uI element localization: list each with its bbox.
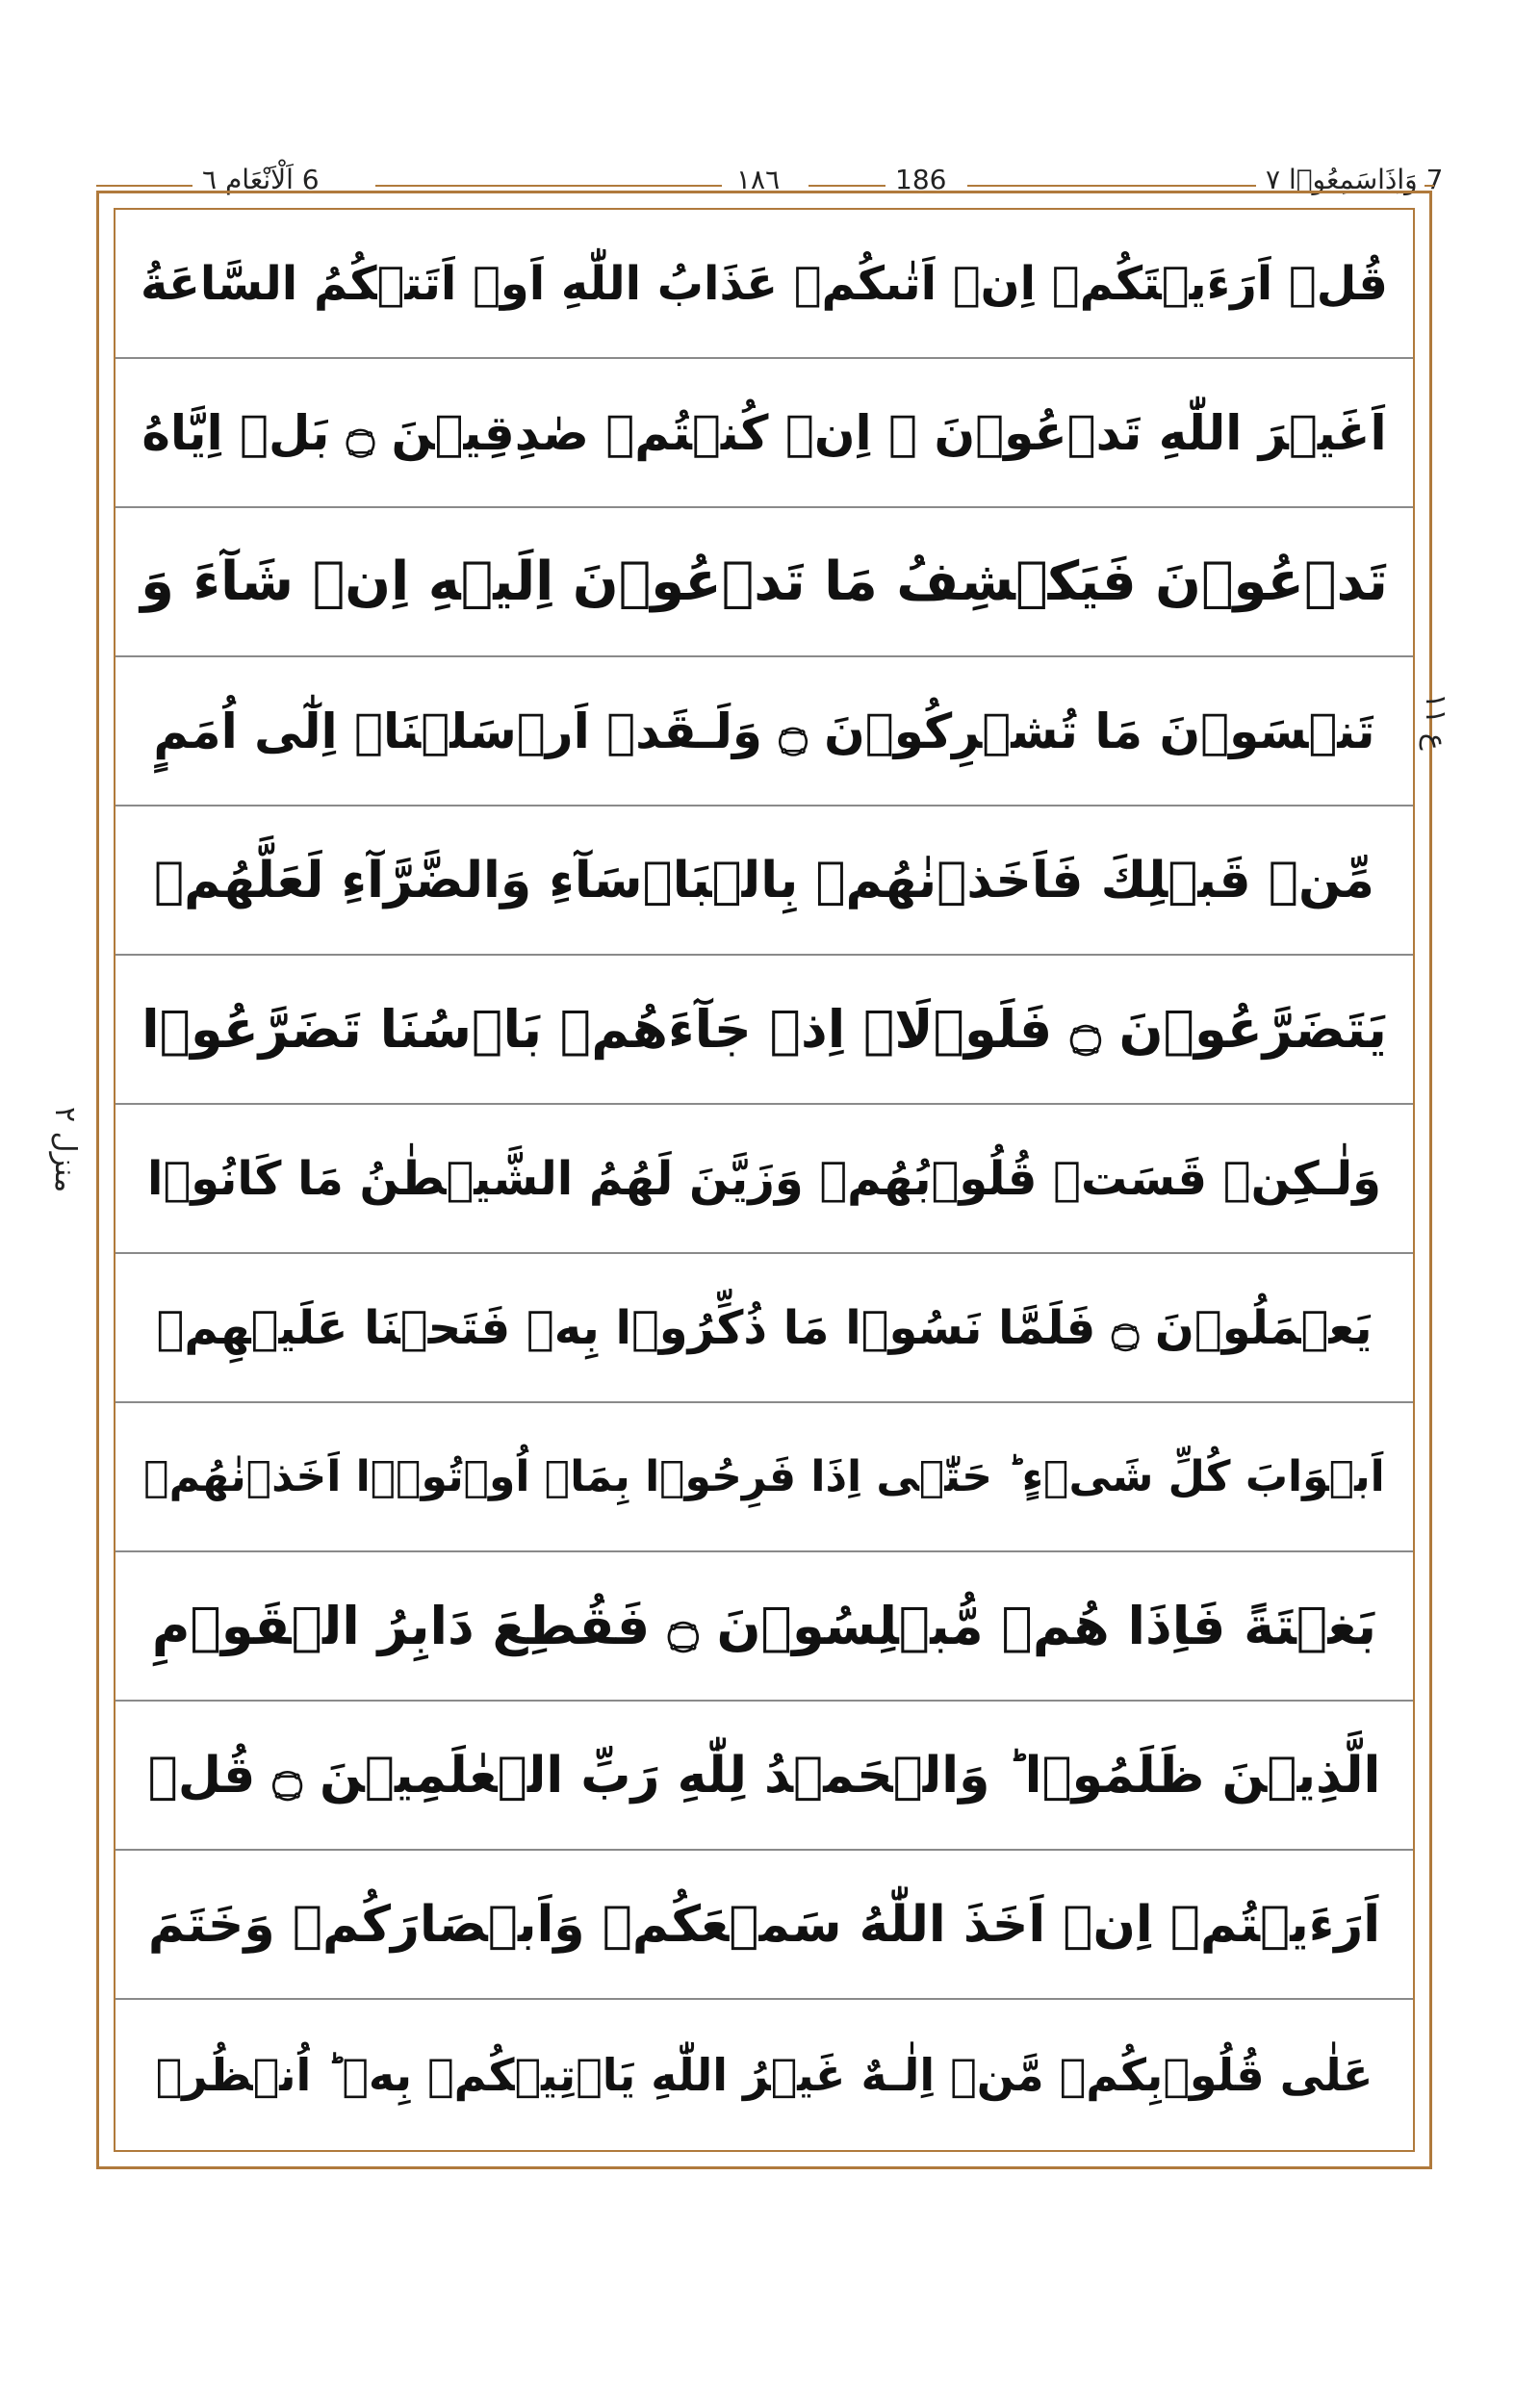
text-line xyxy=(116,359,1413,508)
page-number: 186 xyxy=(895,164,947,195)
text-line xyxy=(116,1702,1413,1851)
verse-line: اَبۡوَابَ كُلِّ شَىۡءٍ ؕ حَتّٰۤى اِذَا فَرِحُوۡا بِمَاۤ اُوۡتُوۡۤا اَخَذۡنٰهُمۡ xyxy=(143,1452,1385,1501)
text-line xyxy=(116,1851,1413,2000)
header-rule xyxy=(967,185,1256,187)
verse-line: اَغَيۡرَ اللّٰهِ تَدۡعُوۡنَ‌ ۚ اِنۡ كُنۡتُمۡ صٰدِقِيۡنَ ۝ بَلۡ اِيَّاهُ xyxy=(141,404,1387,461)
verse-line: اَرَءَيۡتُمۡ اِنۡ اَخَذَ اللّٰهُ سَمۡعَكُمۡ وَاَبۡصَارَكُمۡ وَخَتَمَ xyxy=(147,1895,1381,1954)
verse-line: وَلٰـكِنۡ قَسَتۡ قُلُوۡبُهُمۡ وَزَيَّنَ لَهُمُ الشَّيۡطٰنُ مَا كَانُوۡا xyxy=(147,1151,1381,1206)
verse-line: بَغۡتَةً فَاِذَا هُمۡ مُّبۡلِسُوۡنَ ۝ فَقُطِعَ دَابِرُ الۡقَوۡمِ xyxy=(151,1596,1377,1656)
ruku-marker: ع ١١ xyxy=(1419,693,1452,751)
verse-line: تَنۡسَوۡنَ مَا تُشۡرِكُوۡنَ ۝ وَلَـقَدۡ اَرۡسَلۡنَاۤ اِلٰٓى اُمَمٍ xyxy=(153,703,1375,759)
page-number-arabic: ١٨٦ xyxy=(736,164,781,195)
verse-line: قُلۡ اَرَءَيۡتَكُمۡ اِنۡ اَتٰٮكُمۡ عَذَابُ اللّٰهِ اَوۡ اَتَتۡكُمُ السَّاعَةُ xyxy=(141,256,1388,311)
text-line xyxy=(116,1552,1413,1702)
text-line xyxy=(116,2000,1413,2150)
verse-line: الَّذِيۡنَ ظَلَمُوۡا ؕ وَالۡحَمۡدُ لِلّٰهِ رَبِّ الۡعٰلَمِيۡنَ ۝ قُلۡ xyxy=(147,1746,1381,1805)
verse-line: يَتَضَرَّعُوۡنَ ۝ فَلَوۡلَاۤ اِذۡ جَآءَهُمۡ بَاۡسُنَا تَضَرَّعُوۡا xyxy=(141,999,1387,1060)
text-line xyxy=(116,1105,1413,1254)
juz-label: 7 وَاِذَاسَمِعُوۡا ٧ xyxy=(1266,164,1444,195)
verse-line: تَدۡعُوۡنَ فَيَكۡشِفُ مَا تَدۡعُوۡنَ اِلَيۡهِ اِنۡ شَآءَ وَ xyxy=(141,550,1388,613)
text-line xyxy=(116,806,1413,956)
verse-line: يَعۡمَلُوۡنَ ۝ فَلَمَّا نَسُوۡا مَا ذُكِّرُوۡا بِهٖ فَتَحۡنَا عَلَيۡهِمۡ xyxy=(156,1300,1373,1355)
header-rule xyxy=(808,185,886,187)
verse-line: عَلٰى قُلُوۡبِكُمۡ مَّنۡ اِلٰـهٌ غَيۡرُ اللّٰهِ يَاۡتِيۡكُمۡ بِهٖ ؕ اُنۡظُرۡ xyxy=(155,2049,1373,2101)
header-rule xyxy=(1424,185,1434,187)
header-rule xyxy=(96,185,192,187)
header-rule xyxy=(375,185,722,187)
surah-label: 6 اَلْاَنْعَام ٦ xyxy=(202,164,320,195)
text-line xyxy=(116,210,1413,359)
text-line xyxy=(116,1254,1413,1403)
text-line xyxy=(116,956,1413,1105)
verse-line: مِّنۡ قَبۡلِكَ فَاَخَذۡنٰهُمۡ بِالۡبَاۡسَآءِ وَالضَّرَّآءِ لَعَلَّهُمۡ xyxy=(153,851,1375,909)
manzil-marker: منزل ٢ xyxy=(48,1107,82,1193)
text-line xyxy=(116,1403,1413,1552)
text-line xyxy=(116,508,1413,657)
text-line xyxy=(116,657,1413,806)
